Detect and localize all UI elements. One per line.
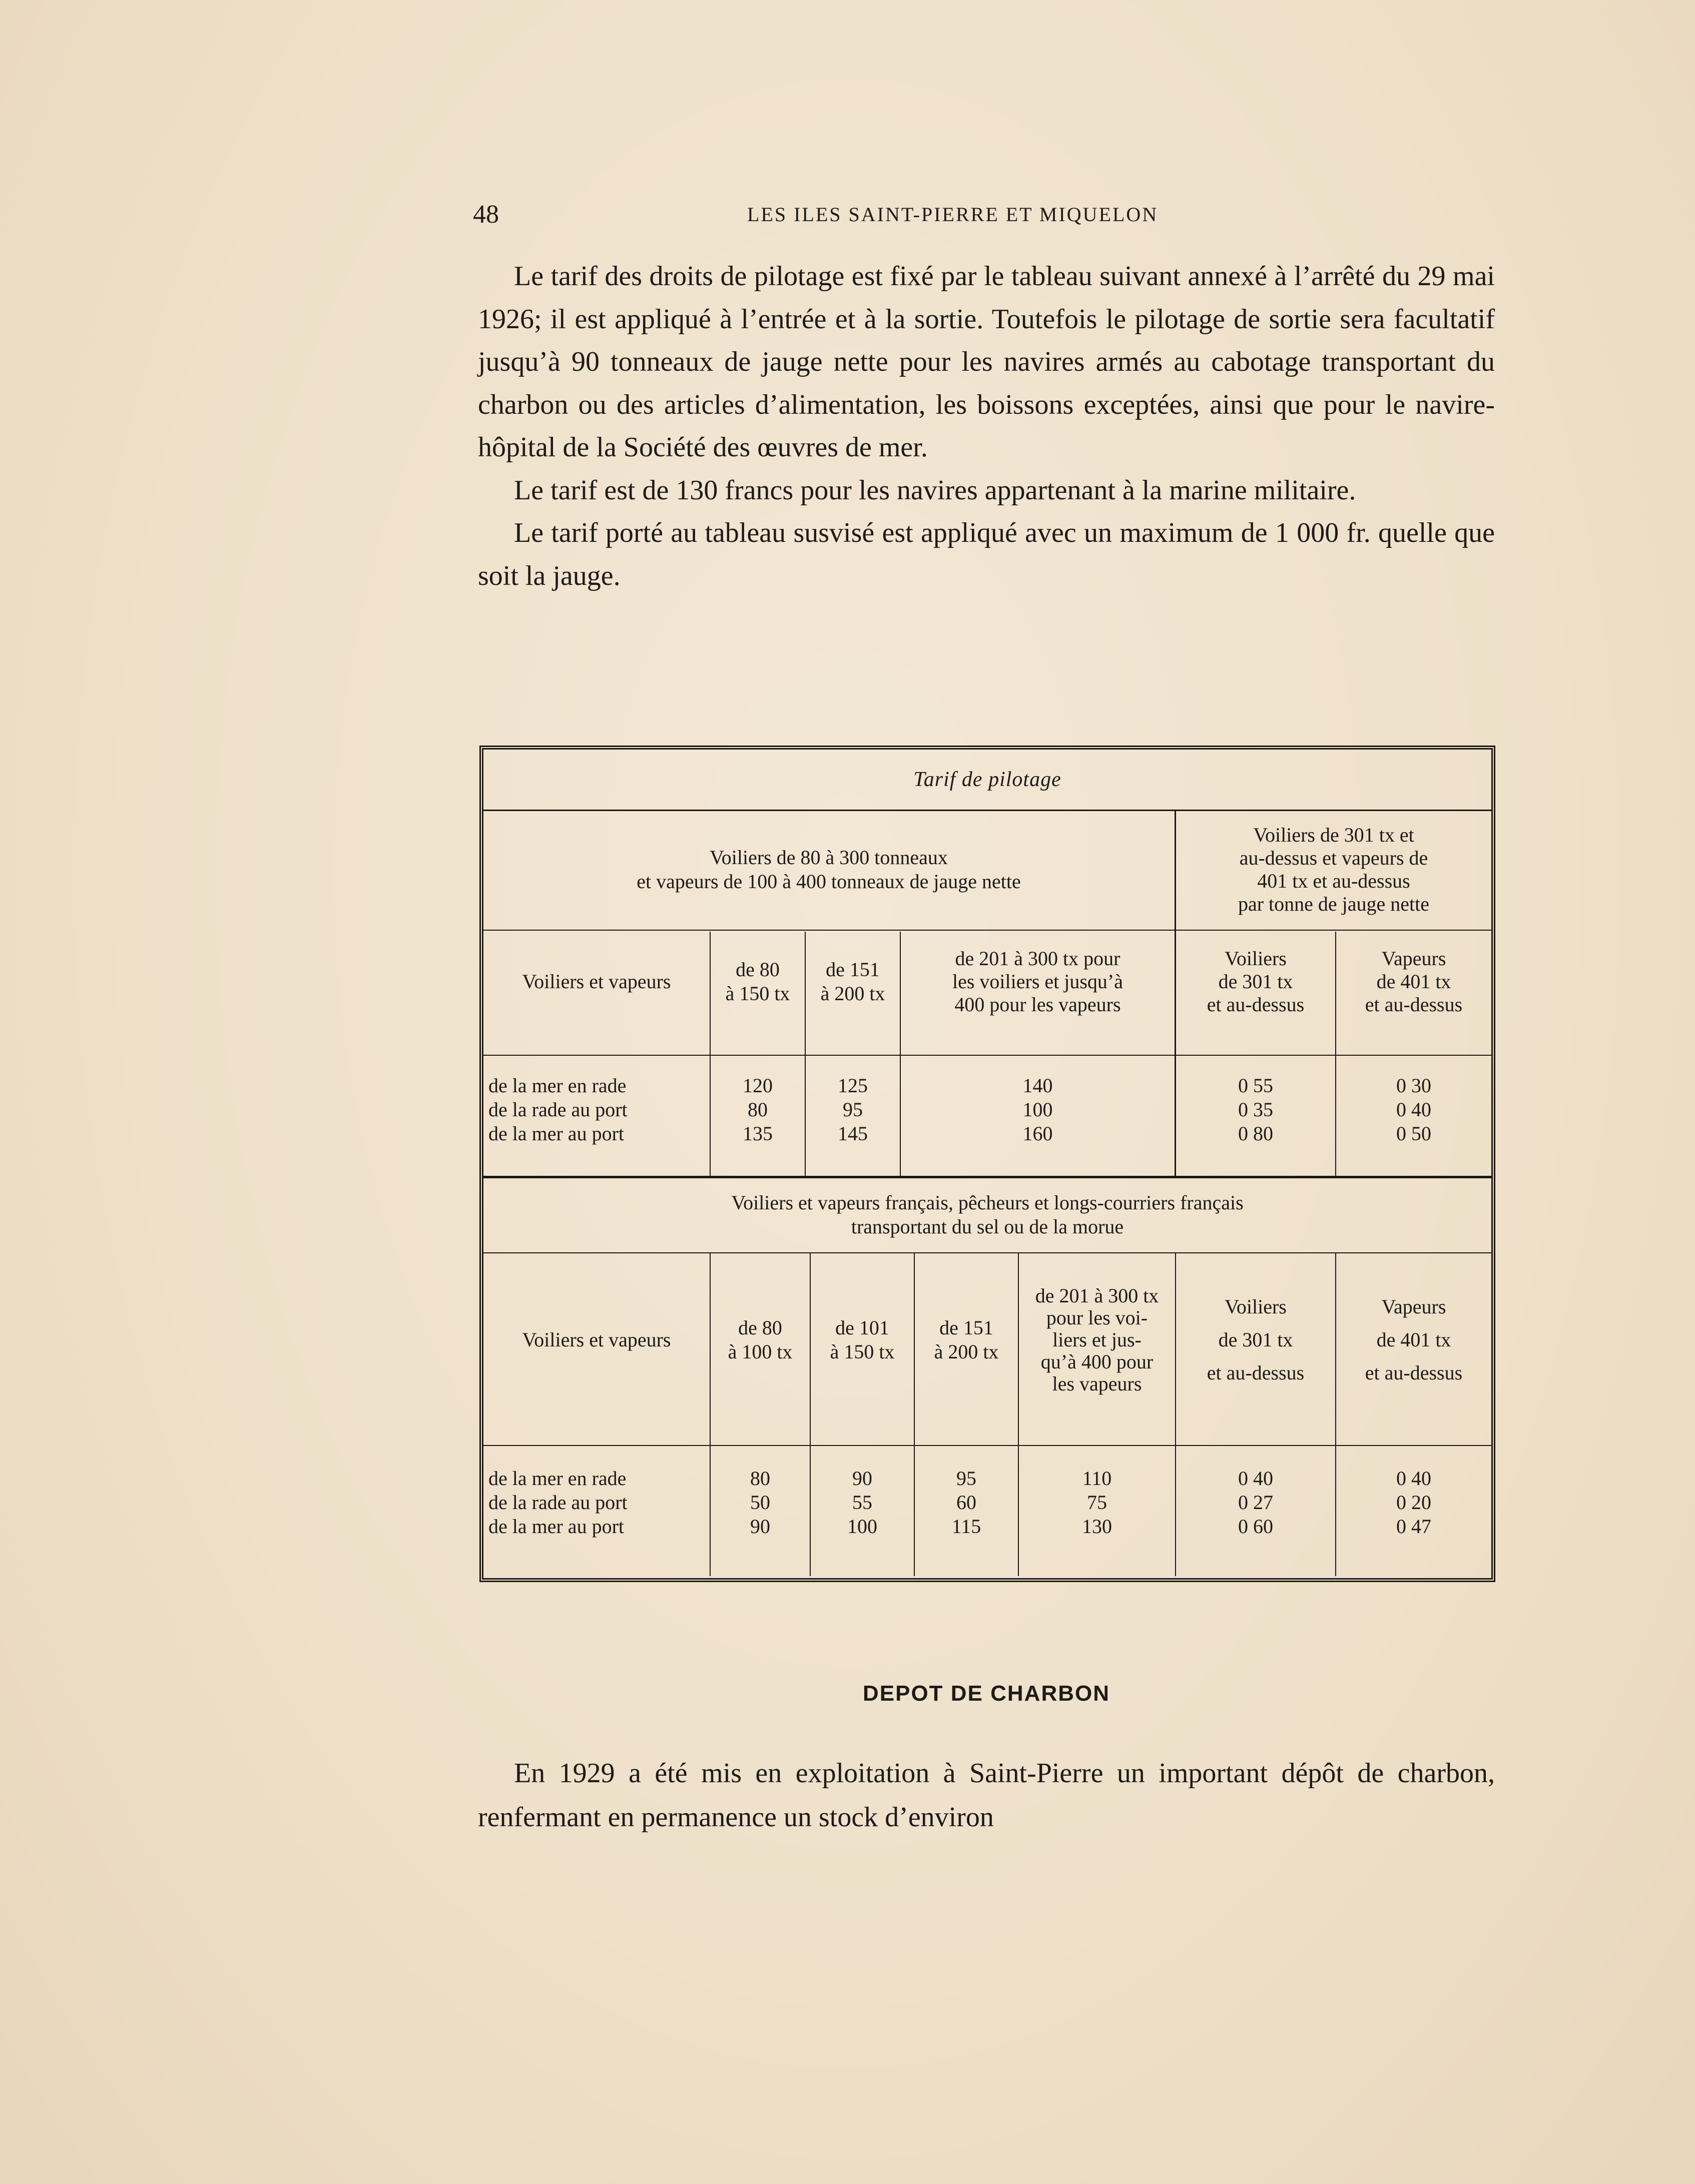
top-col4-l2: de 301 tx — [1218, 970, 1293, 993]
top-col3-l1: de 201 à 300 tx pour — [955, 947, 1120, 970]
bottom-col-label: Voiliers et vapeurs — [522, 1328, 671, 1351]
table-cell: 0 20 — [1396, 1491, 1431, 1514]
top-col5-l1: Vapeurs — [1381, 947, 1446, 970]
bottom-col3-l1: de 151 — [939, 1316, 993, 1339]
bottom-col3-values — [915, 1463, 1018, 1543]
top-col5-header — [1336, 932, 1491, 1032]
bottom-col6-l1: Vapeurs — [1381, 1295, 1446, 1318]
bottom-col5-values — [1176, 1463, 1335, 1543]
group-right-line4: par tonne de jauge nette — [1238, 893, 1430, 915]
group-left-line1: Voiliers de 80 à 300 tonneaux — [710, 846, 948, 869]
top-col3-header — [901, 932, 1175, 1032]
group-header-left — [483, 812, 1174, 927]
bottom-group-rule — [483, 1252, 1491, 1253]
bottom-col4-l2: pour les voi- — [1046, 1306, 1148, 1329]
table-cell: 55 — [852, 1491, 872, 1514]
bottom-col4-l1: de 201 à 300 tx — [1035, 1284, 1159, 1307]
table-cell: 0 40 — [1396, 1467, 1431, 1490]
top-col3-values — [901, 1070, 1175, 1150]
bottom-col5-header — [1176, 1255, 1335, 1425]
bottom-col1-l1: de 80 — [738, 1316, 782, 1339]
table-cell: 0 40 — [1396, 1098, 1431, 1121]
table-cell: 135 — [743, 1122, 773, 1145]
bottom-col6-header — [1336, 1255, 1491, 1425]
bottom-col1-l2: à 100 tx — [728, 1340, 793, 1363]
bottom-col3-l2: à 200 tx — [934, 1340, 999, 1363]
top-col2-header — [806, 932, 900, 1032]
bottom-col5-l1: Voiliers — [1225, 1295, 1287, 1318]
bottom-col1-header — [711, 1255, 810, 1425]
bottom-col2-header — [811, 1255, 914, 1425]
pilotage-table — [479, 746, 1495, 1582]
top-col2-l2: à 200 tx — [820, 982, 885, 1005]
top-col4-l3: et au-dessus — [1207, 993, 1305, 1016]
table-cell: 80 — [750, 1467, 770, 1490]
bottom-col5-l3: et au-dessus — [1207, 1361, 1305, 1384]
bottom-col4-l5: les vapeurs — [1052, 1372, 1142, 1395]
group-header-right — [1176, 812, 1491, 927]
table-cell: 140 — [1022, 1074, 1053, 1097]
bottom-header-rule — [483, 1445, 1491, 1446]
bottom-col6-l2: de 401 tx — [1376, 1328, 1451, 1351]
bottom-group-line1: Voiliers et vapeurs français, pêcheurs et longs-courriers français — [731, 1191, 1244, 1214]
table-row-label: de la rade au port — [488, 1491, 628, 1514]
closing-paragraph: En 1929 a été mis en exploitation à Saint-Pierre un important dépôt de charbon, renfermant en permanence un stock d’environ — [478, 1758, 1495, 1833]
table-cell: 110 — [1082, 1467, 1112, 1490]
intro-text — [478, 255, 1495, 597]
table-cell: 130 — [1082, 1515, 1112, 1538]
table-cell: 60 — [956, 1491, 976, 1514]
paragraph-pilotage: Le tarif des droits de pilotage est fixé par le tableau suivant annexé à l’arrêté du 29 mai 1926; il est appliqué à l’entrée et à la sortie. Toutefois le pilotage de sortie sera facultatif jusqu’à 90 tonneaux de jauge nette pour les navires armés au cabotage transportant du charbon ou des articles d’alimentation, les boissons exceptées, ainsi que pour le navire-hôpital de la Société des œuvres de mer. — [478, 261, 1495, 463]
page-number: 48 — [473, 200, 499, 229]
top-col4-header — [1176, 932, 1335, 1032]
table-cell: 100 — [1022, 1098, 1053, 1121]
top-col3-l3: 400 pour les vapeurs — [954, 993, 1121, 1016]
table-cell: 0 60 — [1238, 1515, 1273, 1538]
table-cell: 120 — [743, 1074, 773, 1097]
table-cell: 0 30 — [1396, 1074, 1431, 1097]
bottom-col4-values — [1019, 1463, 1175, 1543]
table-cell: 50 — [750, 1491, 770, 1514]
table-cell: 90 — [750, 1515, 770, 1538]
bottom-col6-values — [1336, 1463, 1491, 1543]
top-col4-l1: Voiliers — [1225, 947, 1287, 970]
bottom-col2-l2: à 150 tx — [830, 1340, 895, 1363]
table-cell: 0 40 — [1238, 1467, 1273, 1490]
paragraph-military: Le tarif est de 130 francs pour les navires appartenant à la marine militaire. — [514, 474, 1356, 506]
table-cell: 145 — [838, 1122, 868, 1145]
table-cell: 0 27 — [1238, 1491, 1273, 1514]
section-heading: DEPOT DE CHARBON — [862, 1681, 1110, 1706]
closing-text — [478, 1751, 1495, 1839]
table-cell: 95 — [956, 1467, 976, 1490]
rule-under-group-right — [1176, 930, 1491, 931]
rule-under-group-left — [483, 930, 1175, 931]
top-col1-header — [711, 932, 805, 1032]
bottom-row-labels — [488, 1463, 709, 1543]
table-cell: 125 — [838, 1074, 868, 1097]
top-col2-values — [806, 1070, 900, 1150]
table-row-label: de la rade au port — [488, 1098, 628, 1121]
bottom-col4-l3: liers et jus- — [1052, 1328, 1142, 1351]
table-cell: 75 — [1087, 1491, 1107, 1514]
bottom-col2-l1: de 101 — [835, 1316, 889, 1339]
top-col-label: Voiliers et vapeurs — [522, 970, 671, 993]
table-row-label: de la mer en rade — [488, 1467, 627, 1490]
bottom-group-header — [483, 1180, 1491, 1250]
group-right-line2: au-dessus et vapeurs de — [1239, 847, 1428, 869]
group-right-line3: 401 tx et au-dessus — [1257, 870, 1410, 892]
table-caption: Tarif de pilotage — [913, 768, 1061, 791]
bottom-group-line2: transportant du sel ou de la morue — [851, 1215, 1124, 1238]
table-cell: 100 — [847, 1515, 877, 1538]
table-cell: 0 47 — [1396, 1515, 1431, 1538]
table-cell: 0 55 — [1238, 1074, 1273, 1097]
top-col1-l1: de 80 — [736, 958, 780, 981]
top-col5-values — [1336, 1070, 1491, 1150]
table-cell: 115 — [951, 1515, 981, 1538]
table-cell: 0 50 — [1396, 1122, 1431, 1145]
bottom-col5-l2: de 301 tx — [1218, 1328, 1293, 1351]
top-col4-values — [1176, 1070, 1335, 1150]
group-right-line1: Voiliers de 301 tx et — [1253, 824, 1414, 846]
top-col3-l2: les voiliers et jusqu’à — [952, 970, 1123, 993]
table-cell: 160 — [1022, 1122, 1053, 1145]
table-cell: 95 — [843, 1098, 863, 1121]
top-col1-values — [711, 1070, 805, 1150]
section-divider — [483, 1176, 1491, 1178]
paragraph-maximum: Le tarif porté au tableau susvisé est appliqué avec un maximum de 1 000 fr. quelle que soit la jauge. — [478, 517, 1495, 591]
table-cell: 0 80 — [1238, 1122, 1273, 1145]
bottom-col1-values — [711, 1463, 810, 1543]
bottom-col4-l4: qu’à 400 pour — [1040, 1350, 1154, 1373]
bottom-col6-l3: et au-dessus — [1365, 1361, 1463, 1384]
top-col5-l3: et au-dessus — [1365, 993, 1463, 1016]
bottom-col2-values — [811, 1463, 914, 1543]
group-left-line2: et vapeurs de 100 à 400 tonneaux de jauge nette — [637, 870, 1021, 893]
table-row-label: de la mer au port — [488, 1122, 624, 1145]
top-col5-l2: de 401 tx — [1376, 970, 1451, 993]
table-row-label: de la mer en rade — [488, 1074, 627, 1097]
table-cell: 80 — [748, 1098, 768, 1121]
running-title: LES ILES SAINT-PIERRE ET MIQUELON — [747, 203, 1159, 226]
table-cell: 90 — [852, 1467, 872, 1490]
top-header-rule — [483, 1055, 1491, 1056]
top-row-labels — [488, 1070, 709, 1150]
top-col2-l1: de 151 — [826, 958, 880, 981]
caption-rule — [483, 810, 1491, 811]
table-row-label: de la mer au port — [488, 1515, 624, 1538]
bottom-col3-header — [915, 1255, 1018, 1425]
top-col1-l2: à 150 tx — [725, 982, 790, 1005]
table-cell: 0 35 — [1238, 1098, 1273, 1121]
bottom-col4-header — [1019, 1255, 1175, 1425]
